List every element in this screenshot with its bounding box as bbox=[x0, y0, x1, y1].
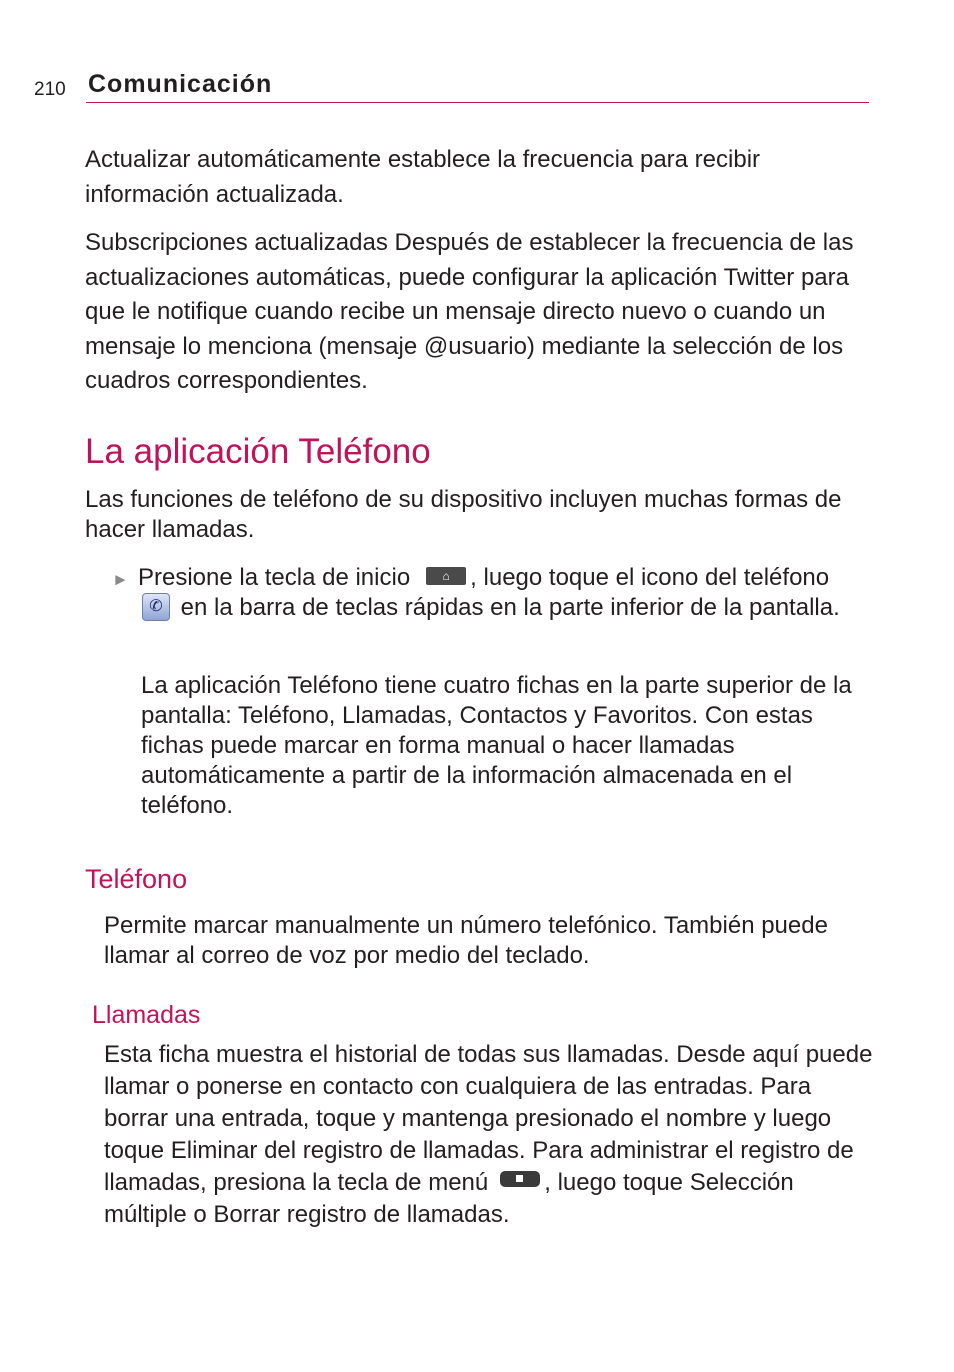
text-actualizar: establece la frecuencia para recibir información actualizada. bbox=[85, 146, 761, 208]
term-home-key: tecla de inicio bbox=[264, 564, 411, 591]
llamadas-part5: . bbox=[502, 1201, 510, 1228]
term-seleccion-multiple: Selección múltiple bbox=[104, 1169, 794, 1228]
phone-app-tabs-text: La aplicación Teléfono tiene cuatro fichas en la parte superior de la pantalla: Teléfono, Llamadas, Contactos y Favoritos. Con estas fichas puede marcar en forma manual o hacer llamadas automáticamente a partir de la información almacenada en el teléfono. bbox=[141, 672, 852, 819]
term-actualizar: Actualizar automáticamente bbox=[85, 146, 382, 173]
llamadas-text bbox=[104, 1039, 879, 1231]
term-menu-key: tecla de menú bbox=[337, 1169, 489, 1196]
term-borrar-registro: Borrar registro de llamadas bbox=[213, 1201, 503, 1228]
house-icon: ⌂ bbox=[442, 568, 450, 583]
phone-app-intro: Las funciones de teléfono de su dispositivo incluyen muchas formas de hacer llamadas. bbox=[85, 486, 842, 543]
llamadas-part1: Esta ficha muestra el historial de todas sus llamadas. Desde aquí puede llamar o ponerse en contacto con cualquiera de las entradas. Para borrar una entrada, toque y mantenga presionado el nombre y luego toque bbox=[104, 1041, 873, 1164]
bullet-arrow-icon: ► bbox=[112, 570, 129, 589]
llamadas-part3: , luego toque bbox=[544, 1169, 690, 1196]
paragraph-subscripciones bbox=[85, 226, 860, 399]
home-key-icon bbox=[426, 567, 466, 585]
heading-llamadas: Llamadas bbox=[92, 1001, 201, 1029]
text-subscripciones: Después de establecer la frecuencia de las actualizaciones automáticas, puede configurar la aplicación Twitter para que le notifique cuando recibe un mensaje directo nuevo o cuando un mensaje lo menciona (mensaje @usuario) mediante la selección de los cuadros correspondientes. bbox=[85, 229, 854, 394]
paragraph-actualizar bbox=[85, 143, 845, 212]
llamadas-part2: . Para administrar el registro de llamadas, presiona la bbox=[104, 1137, 854, 1196]
menu-key-icon bbox=[500, 1171, 540, 1187]
handset-icon: ✆ bbox=[149, 597, 163, 615]
term-eliminar: Eliminar del registro de llamadas bbox=[170, 1137, 519, 1164]
section-title: Comunicación bbox=[88, 70, 273, 98]
term-subscripciones: Subscripciones actualizadas bbox=[85, 229, 388, 256]
bullet-part3: en la barra de teclas rápidas en la parte inferior de la pantalla. bbox=[174, 594, 840, 621]
header-rule bbox=[86, 102, 869, 103]
menu-glyph-icon bbox=[516, 1175, 523, 1182]
phone-app-bullet bbox=[138, 563, 868, 623]
heading-telefono: Teléfono bbox=[85, 864, 188, 894]
bullet-part1: Presione la bbox=[138, 564, 265, 591]
phone-icon bbox=[142, 593, 170, 621]
page-number: 210 bbox=[34, 79, 66, 100]
llamadas-part4: o bbox=[186, 1201, 214, 1228]
bullet-part2: , luego toque el icono del teléfono bbox=[470, 564, 830, 591]
heading-phone-app: La aplicación Teléfono bbox=[85, 432, 431, 471]
telefono-text: Permite marcar manualmente un número telefónico. También puede llamar al correo de voz por medio del teclado. bbox=[104, 912, 828, 969]
